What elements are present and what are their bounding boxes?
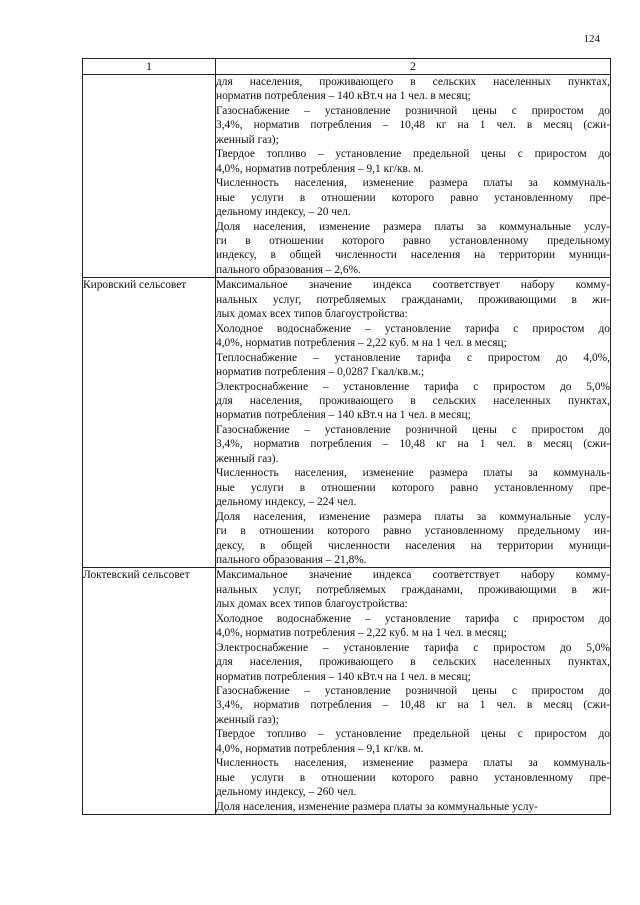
text-line: Численность населения, изменение размера платы за коммуналь- <box>216 467 610 480</box>
description-paragraph <box>216 380 610 423</box>
text-line: ные услуги в отношении которого равно установленному пре- <box>216 771 610 784</box>
text-line: 4,0%, норматив потребления – 9,1 кг/кв. м. <box>216 162 424 175</box>
text-line: дельному индексу, – 20 чел. <box>216 206 351 219</box>
text-line: Электроснабжение – установление тарифа с приростом до 5,0% <box>216 380 610 393</box>
description-paragraph <box>216 147 610 176</box>
text-line: Электроснабжение – установление тарифа с приростом до 5,0% <box>216 641 610 654</box>
text-line: Газоснабжение – установление розничной цены с приростом до <box>216 685 610 698</box>
description-paragraph <box>216 568 610 611</box>
text-line: Холодное водоснабжение – установление тарифа с приростом до <box>216 322 610 335</box>
text-line: дельному индексу, – 224 чел. <box>216 496 357 509</box>
municipality-name: Кировский сельсовет <box>83 278 216 568</box>
text-line: Доля населения, изменение размера платы за коммунальные услу- <box>216 800 538 813</box>
description-paragraph <box>216 612 610 641</box>
description-paragraph <box>216 322 610 351</box>
text-line: для населения, проживающего в сельских населенных пунктах, <box>216 656 610 669</box>
text-line: ги в отношении которого равно установленному предельному <box>216 234 610 247</box>
text-line: Численность населения, изменение размера платы за коммуналь- <box>216 757 610 770</box>
text-line: Твердое топливо – установление предельной цены с приростом до <box>216 148 610 161</box>
column-header-1: 1 <box>83 59 216 75</box>
text-line: ги в отношении которого равно установленному предельному ин- <box>216 525 610 538</box>
text-line: 3,4%, норматив потребления – 10,48 кг на 1 чел. в месяц (сжи- <box>216 699 610 712</box>
text-line: 4,0%, норматив потребления – 2,22 куб. м на 1 чел. в месяц; <box>216 337 507 350</box>
table-row <box>83 75 611 278</box>
text-line: норматив потребления – 140 кВт.ч на 1 чел. в месяц; <box>216 90 471 103</box>
text-line: ные услуги в отношении которого равно установленному пре- <box>216 191 610 204</box>
text-line: Твердое топливо – установление предельной цены с приростом до <box>216 728 610 741</box>
text-line: женный газ). <box>216 452 279 465</box>
text-line: лых домах всех типов благоустройства: <box>216 308 408 321</box>
table-row <box>83 568 611 815</box>
text-line: пального образования – 2,6%. <box>216 263 361 276</box>
description-paragraph <box>216 423 610 466</box>
table-row <box>83 278 611 568</box>
text-line: Холодное водоснабжение – установление тарифа с приростом до <box>216 612 610 625</box>
text-line: лых домах всех типов благоустройства: <box>216 598 408 611</box>
index-description <box>216 568 611 815</box>
text-line: для населения, проживающего в сельских населенных пунктах, <box>216 394 610 407</box>
text-line: Доля населения, изменение размера платы за коммунальные услу- <box>216 220 610 233</box>
description-paragraph <box>216 641 610 684</box>
description-paragraph <box>216 727 610 756</box>
utility-index-table <box>82 58 611 815</box>
page-number: 124 <box>583 33 600 45</box>
text-line: пального образования – 21,8%. <box>216 553 367 566</box>
municipality-name: Локтевский сельсовет <box>83 568 216 815</box>
index-description <box>216 75 611 278</box>
text-line: для населения, проживающего в сельских населенных пунктах, <box>216 76 610 88</box>
description-paragraph <box>216 75 610 104</box>
text-line: нальных услуг, потребляемых гражданами, проживающими в жи- <box>216 583 610 596</box>
description-paragraph <box>216 220 610 278</box>
description-paragraph <box>216 351 610 380</box>
text-line: 4,0%, норматив потребления – 9,1 кг/кв. м. <box>216 742 424 755</box>
text-line: норматив потребления – 0,0287 Гкал/кв.м.; <box>216 366 425 379</box>
description-paragraph <box>216 176 610 219</box>
text-line: Численность населения, изменение размера платы за коммуналь- <box>216 177 610 190</box>
text-line: 3,4%, норматив потребления – 10,48 кг на 1 чел. в месяц (сжи- <box>216 438 610 451</box>
text-line: 4,0%, норматив потребления – 2,22 куб. м на 1 чел. в месяц; <box>216 627 507 640</box>
description-paragraph <box>216 684 610 727</box>
text-line: дельному индексу, – 260 чел. <box>216 786 357 799</box>
text-line: Газоснабжение – установление розничной цены с приростом до <box>216 104 610 117</box>
text-line: нальных услуг, потребляемых гражданами, проживающими в жи- <box>216 293 610 306</box>
text-line: Максимальное значение индекса соответствует набору комму- <box>216 569 610 582</box>
table-header-row <box>83 59 611 75</box>
description-paragraph <box>216 800 610 814</box>
text-line: Теплоснабжение – установление тарифа с приростом до 4,0%, <box>216 351 610 364</box>
description-paragraph <box>216 104 610 147</box>
index-description <box>216 278 611 568</box>
text-line: Доля населения, изменение размера платы за коммунальные услу- <box>216 510 610 523</box>
description-paragraph <box>216 278 610 321</box>
text-line: женный газ); <box>216 133 279 146</box>
text-line: норматив потребления – 140 кВт.ч на 1 чел. в месяц; <box>216 409 471 422</box>
text-line: Газоснабжение – установление розничной цены с приростом до <box>216 423 610 436</box>
description-paragraph <box>216 466 610 509</box>
description-paragraph <box>216 756 610 799</box>
text-line: 3,4%, норматив потребления – 10,48 кг на 1 чел. в месяц (сжи- <box>216 119 610 132</box>
description-paragraph <box>216 510 610 568</box>
text-line: женный газ); <box>216 713 279 726</box>
text-line: норматив потребления – 140 кВт.ч на 1 чел. в месяц; <box>216 670 471 683</box>
text-line: Максимальное значение индекса соответствует набору комму- <box>216 279 610 292</box>
municipality-name <box>83 75 216 278</box>
text-line: дексу, в общей численности населения на территории муници- <box>216 539 610 552</box>
column-header-2: 2 <box>216 59 611 75</box>
text-line: индексу, в общей численности населения на территории муници- <box>216 249 610 262</box>
text-line: ные услуги в отношении которого равно установленному пре- <box>216 481 610 494</box>
